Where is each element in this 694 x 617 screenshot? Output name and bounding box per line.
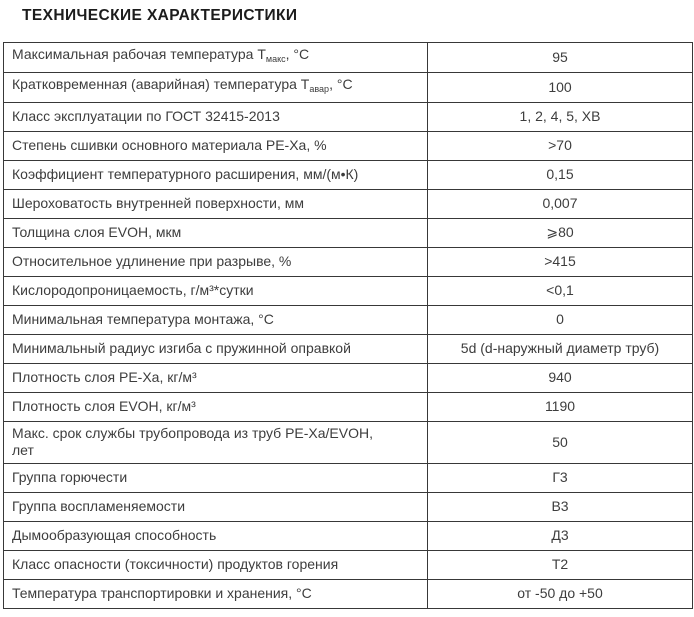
spec-label-text: Кислородопроницаемость, г/м³*сутки — [12, 282, 254, 298]
spec-label-text: Плотность слоя PE-Xa, кг/м³ — [12, 369, 197, 385]
spec-label-text: Максимальная рабочая температура Т — [12, 46, 266, 62]
spec-label — [4, 580, 428, 609]
spec-label-subscript: авар — [309, 84, 330, 94]
spec-label — [4, 306, 428, 335]
table-row — [4, 393, 693, 422]
table-row — [4, 161, 693, 190]
spec-value: Д3 — [428, 522, 693, 551]
table-row — [4, 464, 693, 493]
spec-value: >415 — [428, 248, 693, 277]
spec-value: 1190 — [428, 393, 693, 422]
table-row — [4, 422, 693, 464]
spec-label-text: Дымообразующая способность — [12, 527, 217, 543]
spec-label-text: Группа горючести — [12, 469, 128, 485]
spec-label — [4, 132, 428, 161]
spec-label — [4, 464, 428, 493]
table-row — [4, 580, 693, 609]
spec-value: от -50 до +50 — [428, 580, 693, 609]
table-row — [4, 277, 693, 306]
spec-label — [4, 248, 428, 277]
spec-label-text: лет — [12, 442, 34, 458]
table-row — [4, 493, 693, 522]
specs-table-body — [4, 43, 693, 609]
spec-label-text: Температура транспортировки и хранения, °С — [12, 585, 312, 601]
spec-label-text: Толщина слоя EVOH, мкм — [12, 224, 182, 240]
spec-value: 50 — [428, 422, 693, 464]
spec-label-text: Коэффициент температурного расширения, мм/(м•К) — [12, 166, 359, 182]
page-title: ТЕХНИЧЕСКИЕ ХАРАКТЕРИСТИКИ — [22, 7, 298, 24]
table-row — [4, 522, 693, 551]
spec-value: 0,007 — [428, 190, 693, 219]
spec-label — [4, 551, 428, 580]
spec-label-text: Плотность слоя EVOH, кг/м³ — [12, 398, 196, 414]
spec-label-text: Группа воспламеняемости — [12, 498, 186, 514]
specs-table — [3, 42, 693, 609]
spec-label-text: Шероховатость внутренней поверхности, мм — [12, 195, 305, 211]
spec-label-text: , °С — [329, 76, 353, 92]
table-row — [4, 364, 693, 393]
spec-label-text: , °С — [285, 46, 310, 62]
table-row — [4, 43, 693, 73]
spec-value: 95 — [428, 43, 693, 73]
spec-value: 940 — [428, 364, 693, 393]
spec-value: ⩾80 — [428, 219, 693, 248]
spec-value: Г3 — [428, 464, 693, 493]
spec-label-text: Кратковременная (аварийная) температура Т — [12, 76, 310, 92]
spec-label — [4, 161, 428, 190]
spec-label-text: Степень сшивки основного материала PE-Xa, % — [12, 137, 327, 153]
spec-label — [4, 277, 428, 306]
spec-label-text: Минимальная температура монтажа, °С — [12, 311, 274, 327]
spec-value: 5d (d-наружный диаметр труб) — [428, 335, 693, 364]
spec-value: 0,15 — [428, 161, 693, 190]
spec-value: В3 — [428, 493, 693, 522]
spec-label — [4, 43, 428, 73]
table-row — [4, 551, 693, 580]
spec-value: 100 — [428, 73, 693, 103]
table-row — [4, 132, 693, 161]
spec-label — [4, 422, 428, 464]
spec-value: Т2 — [428, 551, 693, 580]
spec-label — [4, 190, 428, 219]
spec-label — [4, 219, 428, 248]
table-row — [4, 103, 693, 132]
table-row — [4, 306, 693, 335]
spec-value: <0,1 — [428, 277, 693, 306]
spec-label-text: Класс опасности (токсичности) продуктов горения — [12, 556, 339, 572]
spec-label — [4, 103, 428, 132]
spec-label — [4, 364, 428, 393]
spec-label — [4, 493, 428, 522]
spec-value: 1, 2, 4, 5, ХВ — [428, 103, 693, 132]
spec-label-subscript: макс — [265, 54, 286, 64]
spec-label-text: Минимальный радиус изгиба с пружинной оправкой — [12, 340, 351, 356]
spec-label-text: Класс эксплуатации по ГОСТ 32415-2013 — [12, 108, 280, 124]
table-row — [4, 73, 693, 103]
spec-label — [4, 73, 428, 103]
spec-label-text: Относительное удлинение при разрыве, % — [12, 253, 292, 269]
spec-label-text: Макс. срок службы трубопровода из труб PE-Xa/EVOH, — [12, 425, 373, 441]
table-row — [4, 248, 693, 277]
table-row — [4, 190, 693, 219]
spec-label — [4, 335, 428, 364]
spec-label — [4, 522, 428, 551]
table-row — [4, 219, 693, 248]
table-row — [4, 335, 693, 364]
spec-value: 0 — [428, 306, 693, 335]
spec-value: >70 — [428, 132, 693, 161]
spec-label — [4, 393, 428, 422]
